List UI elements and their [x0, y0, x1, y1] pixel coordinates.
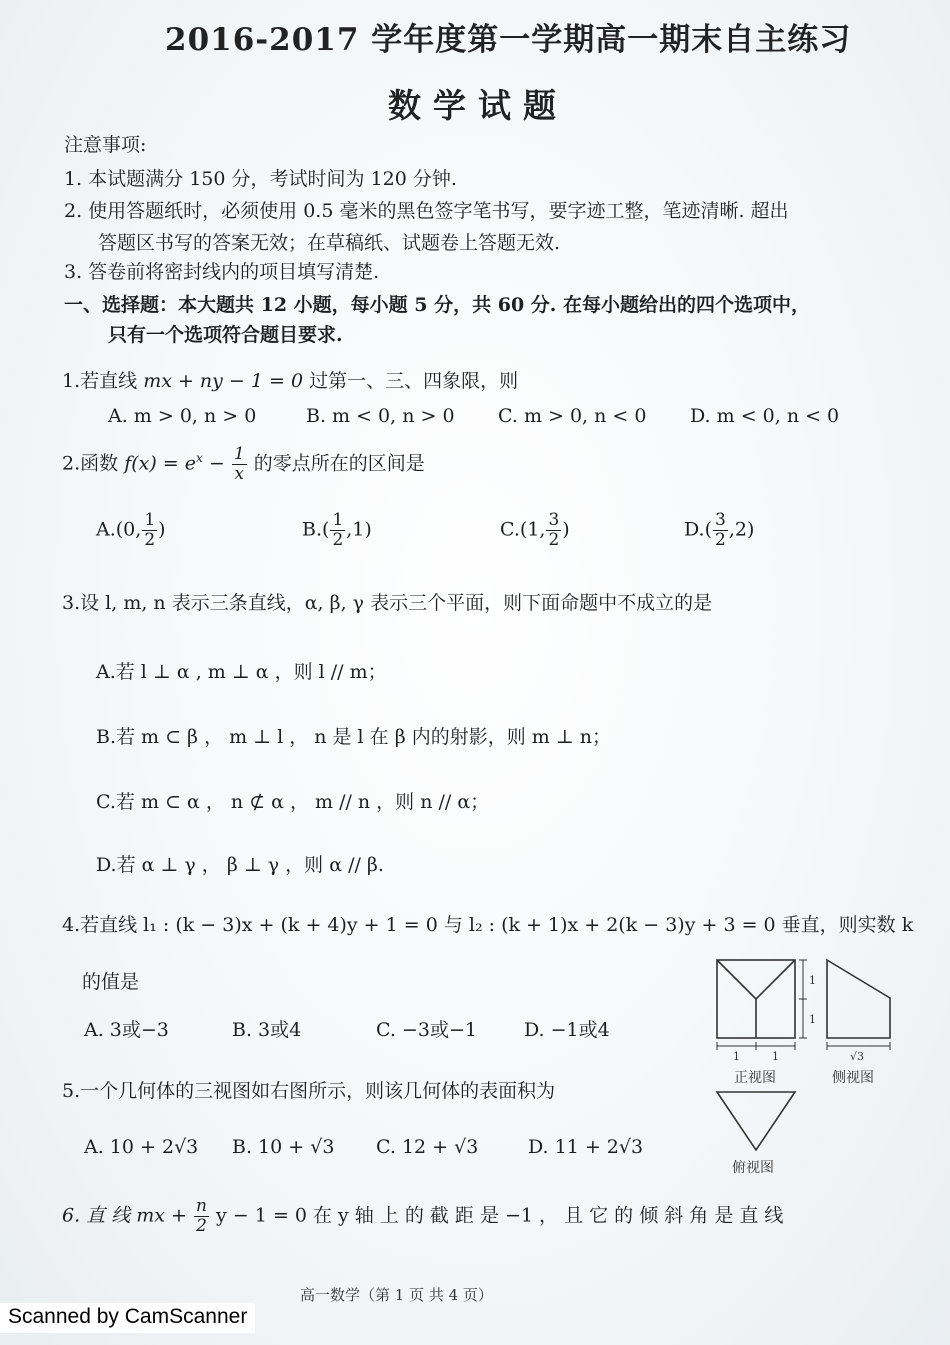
q1-option-c: C. m > 0, n < 0: [498, 405, 647, 427]
q2-frac-num: 1: [233, 444, 245, 464]
q2-option-b: [302, 512, 372, 549]
q4-option-c: C. −3或−1: [376, 1019, 477, 1041]
question-2-stem: [62, 446, 425, 483]
top-view: [717, 1092, 795, 1150]
q1-stem-b: 过第一、三、四象限，则: [309, 370, 519, 392]
q2-d-letter: D.: [684, 518, 705, 541]
q2-stem-a: 2.函数: [62, 452, 119, 475]
notice-item-2-cont: 答题区书写的答案无效；在草稿纸、试题卷上答题无效.: [98, 232, 561, 254]
side-view-label: 侧视图: [832, 1070, 874, 1086]
q6-stem-a: 6. 直 线 mx +: [62, 1204, 187, 1227]
q1-expr: mx + ny − 1 = 0: [143, 370, 304, 392]
q1-option-b: B. m < 0, n > 0: [306, 405, 455, 427]
side-dimensions: [827, 1042, 890, 1050]
q2-c-pre: (1,: [519, 518, 546, 541]
q2-b-frac: [330, 512, 345, 549]
q5-option-d: D. 11 + 2√3: [528, 1136, 644, 1158]
q2-a-num: 1: [144, 510, 156, 530]
dim-label-front-lower: 1: [809, 1013, 816, 1026]
q3-option-c: C.若 m ⊂ α ， n ⊄ α ， m // n ，则 n // α；: [96, 791, 490, 813]
dim-label-front-upper: 1: [809, 974, 816, 987]
three-view-figure: [700, 950, 910, 1180]
q5-option-a: A. 10 + 2√3: [84, 1136, 199, 1158]
notice-item-2: 2. 使用答题纸时，必须使用 0.5 毫米的黑色签字笔书写，要字迹工整，笔迹清晰. 超出: [64, 200, 789, 222]
section-heading-line2: 只有一个选项符合题目要求.: [108, 324, 343, 346]
camscanner-watermark: Scanned by CamScanner: [0, 1303, 255, 1333]
q2-stem-b: 的零点所在的区间是: [253, 452, 425, 475]
q2-c-post: ): [562, 518, 570, 541]
q6-fraction: [194, 1198, 209, 1235]
q2-exponent: x: [196, 451, 203, 466]
q6-stem-b: y − 1 = 0 在 y 轴 上 的 截 距 是 −1 ， 且 它 的 倾 斜 角 是 直 线: [216, 1204, 784, 1227]
q2-d-num: 3: [715, 510, 726, 530]
q2-c-num: 3: [548, 510, 560, 530]
q2-frac-den: x: [234, 464, 245, 484]
q1-option-d: D. m < 0, n < 0: [690, 405, 840, 427]
q2-d-frac: [713, 512, 728, 549]
q2-minus: −: [208, 452, 225, 475]
q2-b-pre: (: [322, 518, 330, 541]
q2-c-den: 2: [548, 530, 560, 550]
question-5-stem: 5.一个几何体的三视图如右图所示，则该几何体的表面积为: [62, 1080, 556, 1102]
front-view: [717, 960, 795, 1038]
q4-option-d: D. −1或4: [524, 1019, 610, 1041]
q2-c-letter: C.: [500, 518, 520, 541]
q2-fraction: [232, 446, 247, 483]
dim-label-side: √3: [850, 1050, 865, 1063]
q1-option-a: A. m > 0, n > 0: [108, 405, 257, 427]
notice-item-1: 1. 本试题满分 150 分，考试时间为 120 分钟.: [64, 168, 457, 190]
q2-b-den: 2: [332, 530, 344, 550]
q2-option-d: [684, 512, 754, 549]
q3-option-b: B.若 m ⊂ β ， m ⊥ l ， n 是 l 在 β 内的射影，则 m ⊥ n；: [96, 726, 611, 748]
q2-option-c: [500, 512, 570, 549]
question-6-stem: [62, 1198, 783, 1235]
dim-label-front-right: 1: [772, 1050, 779, 1063]
q4-option-b: B. 3或4: [232, 1019, 302, 1041]
page-footer: 高一数学（第 1 页 共 4 页）: [300, 1286, 493, 1304]
notice-item-3: 3. 答卷前将密封线内的项目填写清楚.: [64, 261, 380, 283]
q2-a-frac: [142, 512, 157, 549]
q5-option-b: B. 10 + √3: [232, 1136, 335, 1158]
q2-a-post: ): [158, 518, 166, 541]
q2-option-a: [96, 512, 166, 549]
q2-a-den: 2: [144, 530, 156, 550]
q2-c-frac: [546, 512, 561, 549]
q2-d-den: 2: [715, 530, 726, 550]
q2-b-letter: B.: [302, 518, 323, 541]
question-4-stem-cont: 的值是: [82, 971, 140, 993]
exam-subtitle: 数学试题: [388, 86, 568, 125]
front-view-label: 正视图: [734, 1070, 776, 1086]
q2-d-post: ,2): [728, 518, 755, 541]
side-view: [827, 960, 890, 1038]
q3-option-a: A.若 l ⊥ α , m ⊥ α ，则 l // m；: [96, 661, 387, 683]
section-heading-line1: 一、选择题：本大题共 12 小题，每小题 5 分，共 60 分. 在每小题给出的四个选项中，: [64, 294, 811, 316]
q5-option-c: C. 12 + √3: [376, 1136, 479, 1158]
question-4-stem: 4.若直线 l₁ : (k − 3)x + (k + 4)y + 1 = 0 与 l₂ : (k + 1)x + 2(k − 3)y + 3 = 0 垂直，则实数 k: [62, 914, 914, 936]
q2-a-letter: A.: [96, 518, 116, 541]
exam-title: 2016-2017 学年度第一学期高一期末自主练习: [165, 22, 852, 58]
question-3-stem: 3.设 l, m, n 表示三条直线，α, β, γ 表示三个平面，则下面命题中不成立的是: [62, 592, 713, 614]
q2-b-post: ,1): [346, 518, 372, 541]
q4-option-a: A. 3或−3: [84, 1019, 169, 1041]
q2-fx: f(x) = e: [124, 452, 197, 475]
notice-heading: 注意事项:: [64, 134, 147, 156]
question-1-stem: [62, 366, 518, 393]
q2-a-pre: (0,: [115, 518, 142, 541]
q2-d-pre: (: [704, 518, 713, 541]
top-view-label: 俯视图: [732, 1160, 774, 1176]
q3-option-d: D.若 α ⊥ γ ， β ⊥ γ ，则 α // β.: [96, 854, 384, 876]
q6-frac-den: 2: [196, 1216, 207, 1236]
q2-b-num: 1: [332, 510, 344, 530]
q6-frac-num: n: [196, 1196, 207, 1216]
q1-stem-a: 1.若直线: [62, 370, 138, 392]
dim-label-front-left: 1: [733, 1050, 740, 1063]
